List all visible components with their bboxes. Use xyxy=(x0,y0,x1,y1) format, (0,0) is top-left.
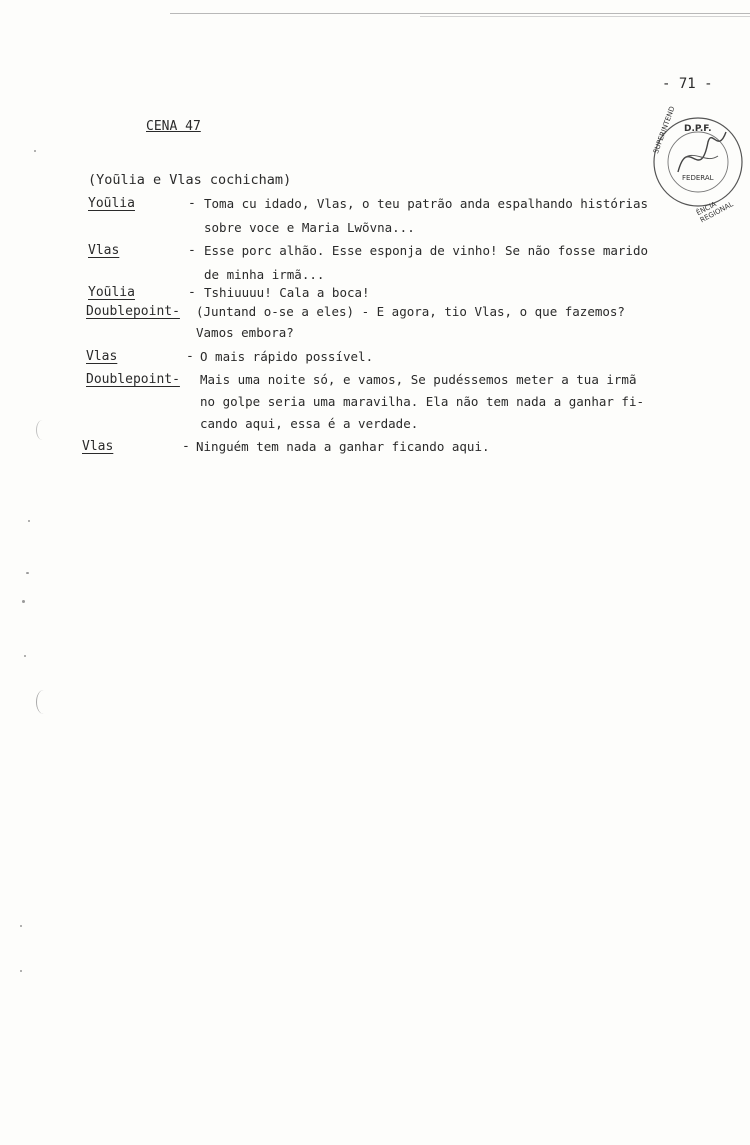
scan-speck xyxy=(24,655,26,657)
dialogue-line: Vamos embora? xyxy=(196,325,294,340)
dialogue-line: sobre voce e Maria Lwõvna... xyxy=(204,220,415,235)
scan-speck xyxy=(26,572,29,574)
scan-speck xyxy=(20,925,22,927)
scan-speck xyxy=(34,150,36,152)
speaker-name: Doublepoint- xyxy=(86,304,180,319)
scan-speck xyxy=(22,600,25,603)
dialogue-line: Esse porc alhão. Esse esponja de vinho! Se não fosse marido xyxy=(204,243,649,258)
scan-artifact xyxy=(36,420,49,440)
scan-speck xyxy=(20,970,22,972)
speaker-name: Vlas xyxy=(82,439,114,454)
dialogue-line: no golpe seria uma maravilha. Ela não tem nada a ganhar fi- xyxy=(200,394,645,409)
dialogue-line: Ninguém tem nada a ganhar ficando aqui. xyxy=(196,439,490,454)
speaker-dash: - xyxy=(188,285,196,300)
speaker-name: Yoũlia xyxy=(88,196,135,211)
dialogue-line: (Juntand o-se a eles) - E agora, tio Vlas, o que fazemos? xyxy=(196,304,625,319)
stage-direction: (Yoũlia e Vlas cochicham) xyxy=(88,172,292,188)
seal-top-text: D.P.F. xyxy=(684,124,712,134)
dialogue-line: Mais uma noite só, e vamos, Se pudéssemos meter a tua irmã xyxy=(200,372,637,387)
speaker-dash: - xyxy=(186,349,194,364)
page-number: - 71 - xyxy=(662,76,713,92)
speaker-name: Doublepoint- xyxy=(86,372,180,387)
scan-speck xyxy=(28,520,30,522)
dialogue-line: Toma cu idado, Vlas, o teu patrão anda espalhando histórias xyxy=(204,196,649,211)
dialogue-line: O mais rápido possível. xyxy=(200,349,374,364)
speaker-dash: - xyxy=(188,243,196,258)
speaker-name: Vlas xyxy=(88,243,120,258)
official-seal-stamp xyxy=(648,105,744,225)
seal-inner-text: FEDERAL xyxy=(682,174,714,182)
seal-ring-text-right: ÊNCIA REGIONAL xyxy=(695,200,735,225)
speaker-name: Yoũlia xyxy=(88,285,135,300)
speaker-dash: - xyxy=(188,196,196,211)
dialogue-line: cando aqui, essa é a verdade. xyxy=(200,416,419,431)
dialogue-line: Tshiuuuu! Cala a boca! xyxy=(204,285,370,300)
scan-edge-line xyxy=(170,13,750,14)
speaker-dash: - xyxy=(182,439,190,454)
dialogue-line: de minha irmã... xyxy=(204,267,325,282)
scene-title: CENA 47 xyxy=(146,119,201,134)
seal-ring-text-left: SUPERINTEND xyxy=(652,105,677,155)
scan-artifact xyxy=(36,690,51,714)
scan-edge-line xyxy=(420,16,750,17)
speaker-name: Vlas xyxy=(86,349,118,364)
